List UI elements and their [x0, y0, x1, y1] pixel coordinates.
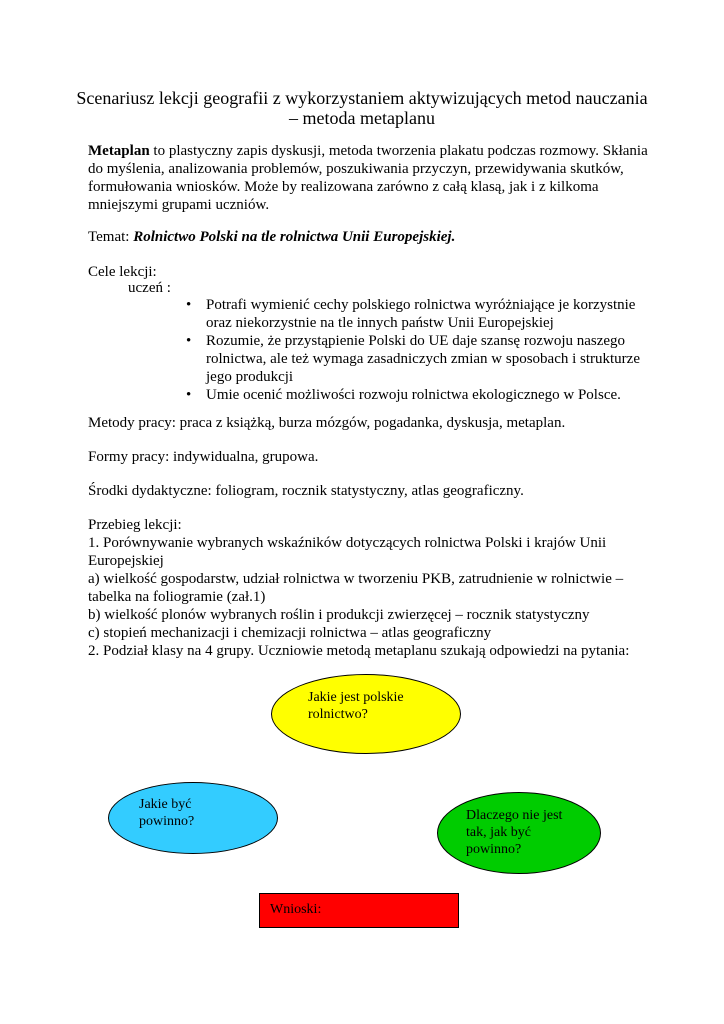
forms-line: Formy pracy: indywidualna, grupowa. [88, 449, 319, 465]
title-line-2: – metoda metaplanu [289, 108, 435, 128]
bullet-icon: • [186, 387, 192, 403]
question-oval-how-should-be: Jakie być powinno? [108, 782, 278, 854]
intro-line-1: to plastyczny zapis dyskusji, metoda tworzenia plakatu podczas rozmowy. Skłania [149, 143, 648, 159]
metaplan-term: Metaplan [88, 143, 150, 159]
goal-item: • Potrafi wymienić cechy polskiego rolnictwa wyróżniające je korzystnie oraz niekorzystnie na tle innych państw Unii Europejskiej [186, 297, 636, 331]
goals-sub: uczeń : [128, 280, 171, 296]
intro-paragraph [88, 142, 648, 214]
goal-item: • Umie ocenić możliwości rozwoju rolnictwa ekologicznego w Polsce. [186, 387, 621, 403]
course-line: a) wielkość gospodarstw, udział rolnictwa w tworzeniu PKB, zatrudnienie w rolnictwie – [88, 571, 624, 587]
course-line: Europejskiej [88, 553, 164, 569]
topic-label: Temat: [88, 229, 134, 245]
goals-heading: Cele lekcji: [88, 264, 157, 280]
goal-item: • Rozumie, że przystąpienie Polski do UE daje szansę rozwoju naszego rolnictwa, ale też wymaga zasadniczych zmian w sposobach i strukturze jego produkcji [186, 333, 640, 385]
intro-line-3: formułowania wniosków. Może by realizowana zarówno z całą klasą, jak i z kilkoma [88, 179, 599, 195]
title-line-1: Scenariusz lekcji geografii z wykorzystaniem aktywizujących metod nauczania [76, 88, 648, 108]
bullet-icon: • [186, 333, 192, 349]
goals-list [186, 296, 656, 404]
course-section [88, 516, 648, 660]
intro-line-4: mniejszymi grupami uczniów. [88, 197, 270, 213]
course-line: b) wielkość plonów wybranych roślin i produkcji zwierzęcej – rocznik statystyczny [88, 607, 590, 623]
methods-line: Metody pracy: praca z książką, burza mózgów, pogadanka, dyskusja, metaplan. [88, 415, 566, 431]
resources-line: Środki dydaktyczne: foliogram, rocznik statystyczny, atlas geograficzny. [88, 483, 524, 499]
bullet-icon: • [186, 297, 192, 313]
course-line: 2. Podział klasy na 4 grupy. Uczniowie metodą metaplanu szukają odpowiedzi na pytania: [88, 643, 630, 659]
question-oval-why-not: Dlaczego nie jest tak, jak być powinno? [437, 792, 601, 874]
conclusions-box [259, 893, 459, 928]
question-oval-polish-farming: Jakie jest polskie rolnictwo? [271, 674, 461, 754]
topic-value: Rolnictwo Polski na tle rolnictwa Unii Europejskiej. [133, 229, 456, 245]
intro-line-2: do myślenia, analizowania problemów, poszukiwania przyczyn, przewidywania skutków, [88, 161, 624, 177]
topic-line [88, 228, 648, 246]
conclusions-label: Wnioski: [270, 902, 322, 917]
course-line: tabelka na foliogramie (zał.1) [88, 589, 266, 605]
course-line: c) stopień mechanizacji i chemizacji rolnictwa – atlas geograficzny [88, 625, 492, 641]
course-heading: Przebieg lekcji: [88, 517, 182, 533]
document-title [60, 88, 664, 128]
course-line: 1. Porównywanie wybranych wskaźników dotyczących rolnictwa Polski i krajów Unii [88, 535, 607, 551]
